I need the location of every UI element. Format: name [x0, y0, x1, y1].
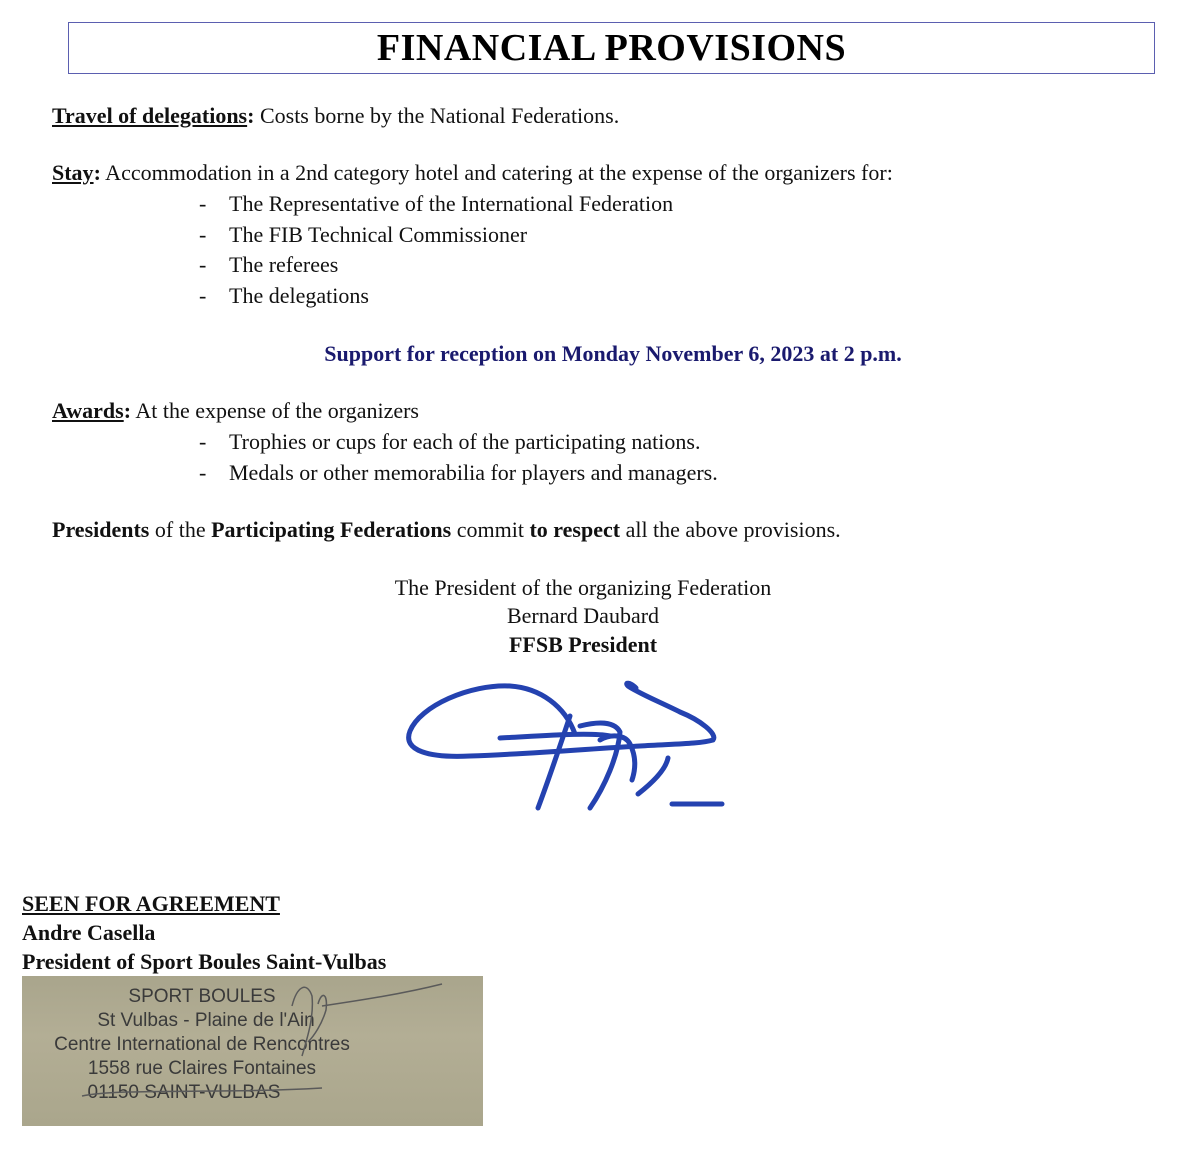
awards-line — [52, 397, 419, 425]
commitment-federations: Participating Federations — [211, 517, 452, 542]
signatory-name: Bernard Daubard — [506, 603, 660, 628]
commitment-of-the: of the — [149, 517, 212, 542]
commitment-rest: all the above provisions. — [620, 517, 841, 542]
club-stamp — [22, 976, 483, 1126]
awards-text: At the expense of the organizers — [131, 398, 419, 423]
agreement-heading: SEEN FOR AGREEMENT — [22, 891, 280, 916]
stamp-line: St Vulbas - Plaine de l'Ain — [97, 1010, 315, 1031]
signatory-title: FFSB President — [508, 632, 658, 657]
page-title: FINANCIAL PROVISIONS — [376, 27, 847, 69]
signatory-role: The President of the organizing Federation — [394, 575, 772, 600]
commitment-line — [52, 516, 841, 544]
stamp-line: 01150 SAINT-VULBAS — [87, 1082, 281, 1103]
awards-item-text: Medals or other memorabilia for players and managers. — [229, 460, 718, 485]
stay-item-text: The referees — [229, 252, 339, 277]
commitment-respect: to respect — [529, 517, 621, 542]
commitment-presidents: Presidents — [52, 517, 150, 542]
awards-label: Awards — [52, 398, 124, 423]
stay-colon: : — [93, 160, 101, 185]
stay-item-text: The Representative of the International Federation — [229, 191, 674, 216]
stay-item-text: The delegations — [229, 283, 369, 308]
signature-image — [400, 676, 740, 826]
title-box — [68, 22, 1155, 74]
stay-label: Stay — [52, 160, 94, 185]
awards-colon: : — [123, 398, 132, 423]
stamp-line: 1558 rue Claires Fontaines — [87, 1058, 317, 1079]
stay-text: Accommodation in a 2nd category hotel and catering at the expense of the organizers for: — [100, 160, 893, 185]
stamp-signature-scribble — [22, 976, 483, 1126]
stamp-line: SPORT BOULES — [128, 986, 276, 1007]
commitment-commit: commit — [451, 517, 530, 542]
stay-line — [52, 159, 893, 187]
travel-line — [52, 102, 619, 130]
support-notice: Support for reception on Monday November 6, 2023 at 2 p.m. — [324, 341, 902, 366]
travel-text: Costs borne by the National Federations. — [254, 103, 620, 128]
agreement-name: Andre Casella — [22, 920, 156, 945]
agreement-title: President of Sport Boules Saint-Vulbas — [22, 949, 387, 974]
travel-colon: : — [247, 103, 255, 128]
stay-item-text: The FIB Technical Commissioner — [229, 222, 528, 247]
travel-label: Travel of delegations — [52, 103, 248, 128]
stamp-line: Centre International de Rencontres — [54, 1034, 350, 1055]
awards-item-text: Trophies or cups for each of the participating nations. — [229, 429, 701, 454]
